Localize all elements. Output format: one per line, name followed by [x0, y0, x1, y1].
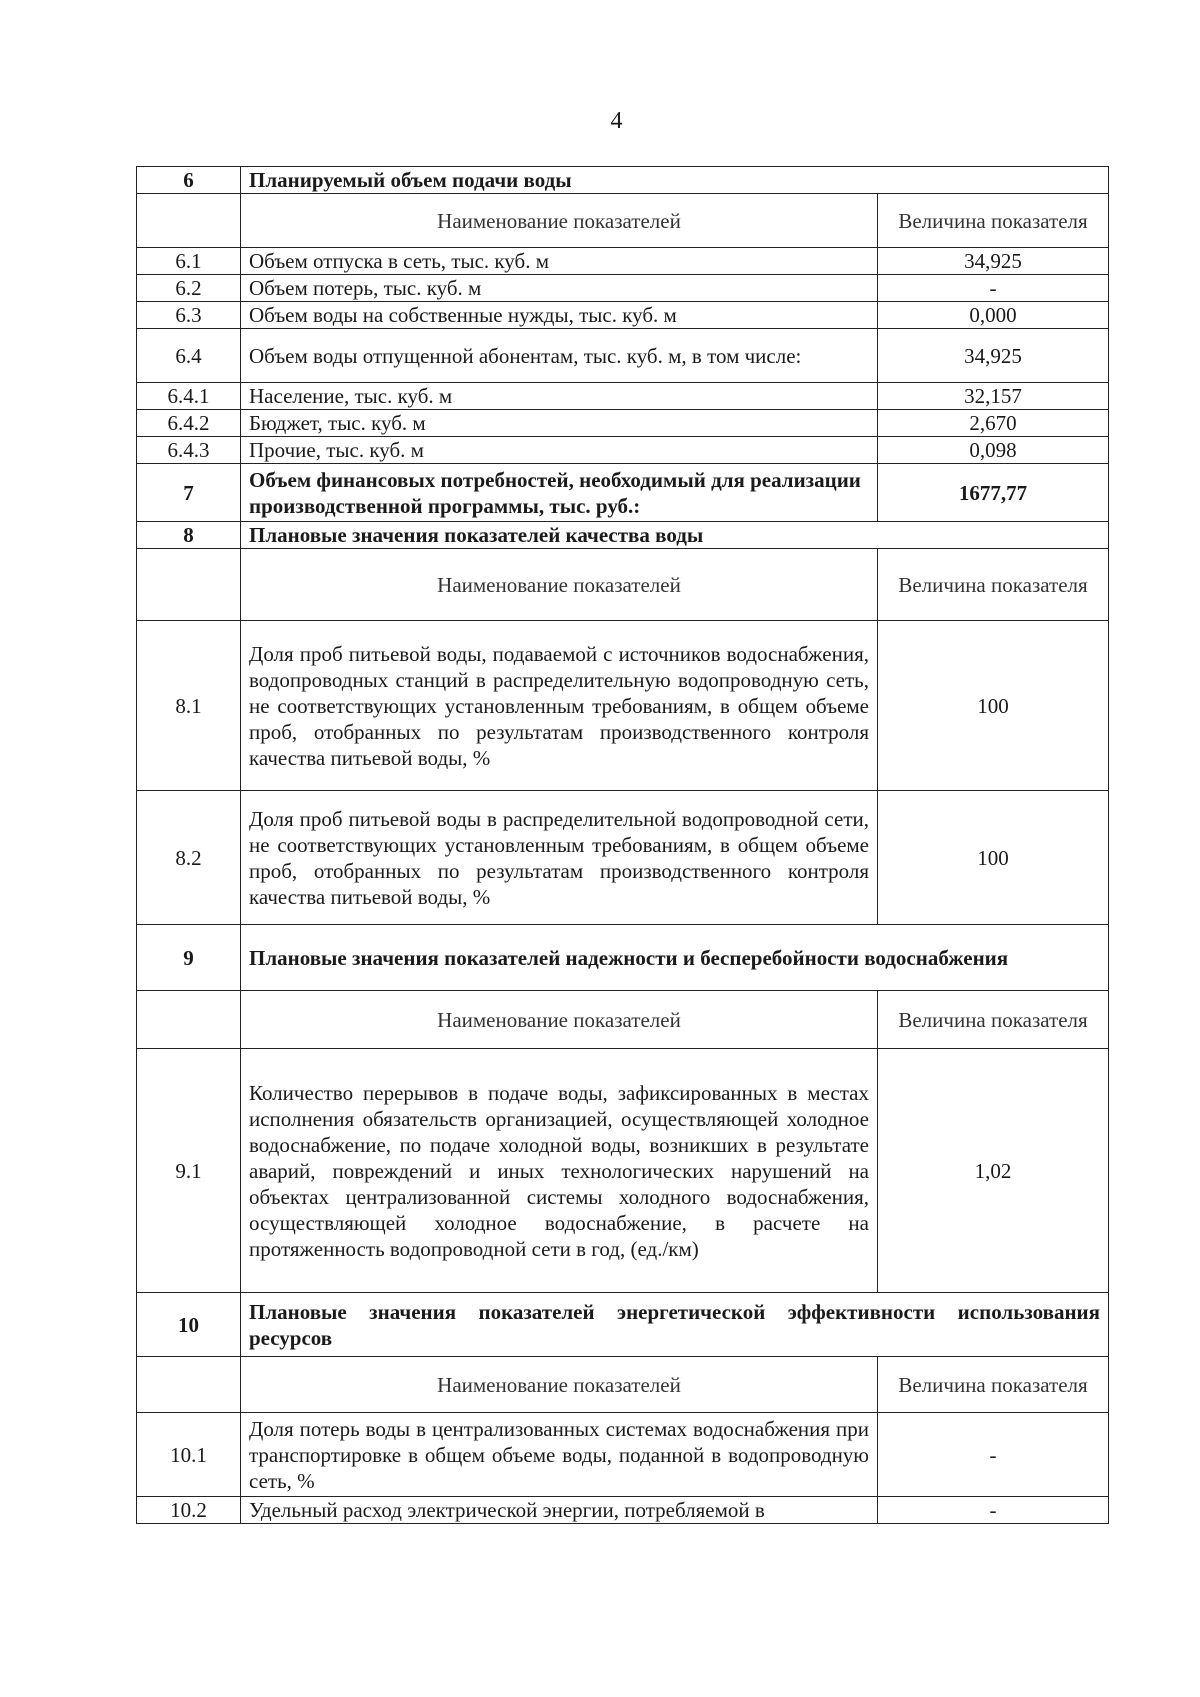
header-row [137, 1357, 1109, 1413]
section-row-10 [137, 1293, 1109, 1357]
table-row [137, 1049, 1109, 1293]
table-row [137, 248, 1109, 275]
row-value: 34,925 [878, 248, 1109, 275]
header-name: Наименование показателей [241, 1357, 878, 1413]
table-row [137, 329, 1109, 383]
row-text: Население, тыс. куб. м [241, 383, 878, 410]
row-number: 8.1 [137, 621, 241, 791]
row-value: 100 [878, 621, 1109, 791]
header-name: Наименование показателей [241, 991, 878, 1049]
row-value: 0,000 [878, 302, 1109, 329]
row-value: 32,157 [878, 383, 1109, 410]
page-number: 4 [610, 108, 623, 134]
row-text: Объем воды отпущенной абонентам, тыс. куб. м, в том числе: [241, 329, 878, 383]
row-text: Объем воды на собственные нужды, тыс. куб. м [241, 302, 878, 329]
section-number: 9 [137, 925, 241, 991]
section-title: Плановые значения показателей качества воды [241, 522, 1109, 549]
row-text: Объем потерь, тыс. куб. м [241, 275, 878, 302]
table-row [137, 302, 1109, 329]
header-value: Величина показателя [878, 194, 1109, 248]
section-number: 10 [137, 1293, 241, 1357]
row-number: 6.4.3 [137, 437, 241, 464]
section-row-6 [137, 167, 1109, 194]
row-value: - [878, 275, 1109, 302]
row-value: 0,098 [878, 437, 1109, 464]
empty-cell [137, 991, 241, 1049]
row-number: 10.1 [137, 1413, 241, 1497]
row-value: 34,925 [878, 329, 1109, 383]
section-number: 6 [137, 167, 241, 194]
row-number: 6.4.2 [137, 410, 241, 437]
section-number: 7 [137, 464, 241, 522]
row-number: 6.2 [137, 275, 241, 302]
row-number: 8.2 [137, 791, 241, 925]
row-text: Бюджет, тыс. куб. м [241, 410, 878, 437]
section-title: Плановые значения показателей надежности и бесперебойности водоснабжения [241, 925, 1109, 991]
empty-cell [137, 1357, 241, 1413]
section-number: 8 [137, 522, 241, 549]
financial-needs-text: Объем финансовых потребностей, необходимый для реализации производственной программы, тыс. руб.: [241, 464, 878, 522]
financial-needs-value: 1677,77 [878, 464, 1109, 522]
header-value: Величина показателя [878, 991, 1109, 1049]
section-row-8 [137, 522, 1109, 549]
row-text: Доля потерь воды в централизованных системах водоснабжения при транспортировке в общем объеме воды, поданной в водопроводную сеть, % [241, 1413, 878, 1497]
row-text: Доля проб питьевой воды в распределительной водопроводной сети, не соответствующих установленным требованиям, в общем объеме проб, отобранных по результатам производственного контроля качества питьевой воды, % [241, 791, 878, 925]
section-title: Плановые значения показателей энергетической эффективности использования ресурсов [241, 1293, 1109, 1357]
row-number: 6.3 [137, 302, 241, 329]
row-value: - [878, 1497, 1109, 1524]
table-row [137, 437, 1109, 464]
header-name: Наименование показателей [241, 194, 878, 248]
row-number: 6.4 [137, 329, 241, 383]
indicators-table [136, 166, 1109, 1524]
row-number: 6.1 [137, 248, 241, 275]
section-row-7 [137, 464, 1109, 522]
header-row [137, 549, 1109, 621]
row-value: 100 [878, 791, 1109, 925]
table-row [137, 275, 1109, 302]
table-row [137, 410, 1109, 437]
section-row-9 [137, 925, 1109, 991]
row-text: Удельный расход электрической энергии, потребляемой в [241, 1497, 878, 1524]
row-text: Количество перерывов в подаче воды, зафиксированных в местах исполнения обязательств организацией, осуществляющей холодное водоснабжение, по подаче холодной воды, возникших в результате аварий, повреждений и иных технологических нарушений на объектах централизованной системы холодного водоснабжения, осуществляющей холодное водоснабжение, в расчете на протяженность водопроводной сети в год, (ед./км) [241, 1049, 878, 1293]
header-name: Наименование показателей [241, 549, 878, 621]
table-row [137, 1497, 1109, 1524]
row-text: Доля проб питьевой воды, подаваемой с источников водоснабжения, водопроводных станций в распределительную водопроводную сеть, не соответствующих установленным требованиям, в общем объеме проб, отобранных по результатам производственного контроля качества питьевой воды, % [241, 621, 878, 791]
empty-cell [137, 194, 241, 248]
row-number: 9.1 [137, 1049, 241, 1293]
row-value: 2,670 [878, 410, 1109, 437]
table-row [137, 383, 1109, 410]
row-text: Объем отпуска в сеть, тыс. куб. м [241, 248, 878, 275]
row-value: 1,02 [878, 1049, 1109, 1293]
header-row [137, 991, 1109, 1049]
empty-cell [137, 549, 241, 621]
table-row [137, 791, 1109, 925]
table-row [137, 1413, 1109, 1497]
header-value: Величина показателя [878, 1357, 1109, 1413]
row-number: 6.4.1 [137, 383, 241, 410]
row-value: - [878, 1413, 1109, 1497]
row-text: Прочие, тыс. куб. м [241, 437, 878, 464]
header-value: Величина показателя [878, 549, 1109, 621]
table-row [137, 621, 1109, 791]
row-number: 10.2 [137, 1497, 241, 1524]
header-row [137, 194, 1109, 248]
section-title: Планируемый объем подачи воды [241, 167, 1109, 194]
